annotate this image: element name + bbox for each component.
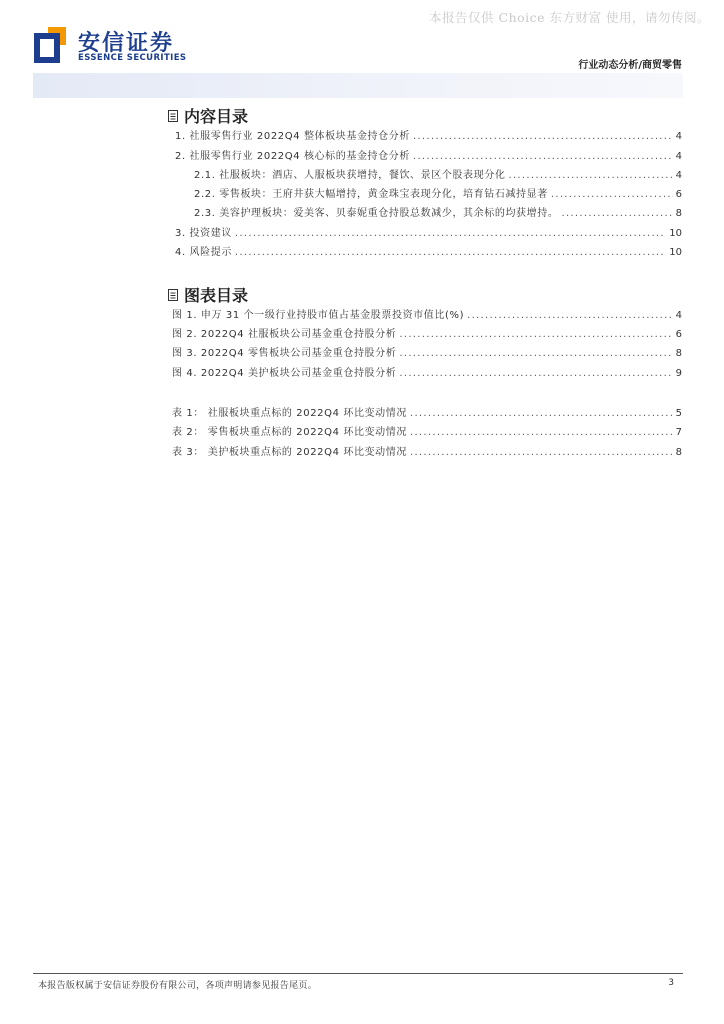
table-item-label: 表 1： 社服板块重点标的 2022Q4 环比变动情况 [172, 408, 407, 419]
toc-item-page: 8 [675, 208, 682, 219]
table-item-page: 7 [675, 427, 682, 438]
logo-name-en: ESSENCE SECURITIES [78, 53, 187, 63]
toc-item-label: 2.2. 零售板块：王府井获大幅增持，黄金珠宝表现分化，培育钻石减持显著 [194, 189, 548, 200]
table-list-item[interactable] [172, 446, 682, 460]
header-band [33, 73, 683, 98]
table-list-item[interactable] [172, 426, 682, 440]
company-logo [34, 27, 214, 67]
toc-item-page: 4 [675, 170, 682, 181]
figure-item-label: 图 4. 2022Q4 美护板块公司基金重仓持股分析 [172, 368, 397, 379]
figure-item-label: 图 2. 2022Q4 社服板块公司基金重仓持股分析 [172, 329, 397, 340]
footer-disclaimer: 本报告版权属于安信证券股份有限公司，各项声明请参见报告尾页。 [38, 981, 318, 991]
figure-item-page: 8 [675, 348, 682, 359]
figure-list-item[interactable] [172, 367, 682, 381]
toc-item-page: 10 [669, 228, 682, 239]
toc-leader [399, 347, 672, 361]
toc-item-label: 2.1. 社服板块：酒店、人服板块获增持，餐饮、景区个股表现分化 [194, 170, 506, 181]
figure-item-label: 图 1. 申万 31 个一级行业持股市值占基金股票投资市值比(%) [172, 310, 465, 321]
figures-title [168, 283, 248, 306]
document-icon [168, 110, 178, 122]
table-list-item[interactable] [172, 407, 682, 421]
toc-item-page: 4 [675, 131, 682, 142]
table-item-label: 表 3： 美护板块重点标的 2022Q4 环比变动情况 [172, 447, 407, 458]
toc-item-page: 10 [669, 247, 682, 258]
essence-logo-icon [34, 27, 66, 63]
toc-item[interactable] [175, 227, 682, 241]
page-number: 3 [668, 978, 674, 988]
toc-leader [508, 169, 672, 183]
toc-item-label: 2.3. 美容护理板块：爱美客、贝泰妮重仓持股总数减少，其余标的均获增持。 [194, 208, 559, 219]
document-icon [168, 289, 178, 301]
toc-leader [235, 246, 666, 260]
toc-leader [561, 207, 672, 221]
toc-leader [410, 407, 673, 421]
toc-item[interactable] [175, 130, 682, 144]
toc-leader [413, 150, 673, 164]
figure-item-page: 4 [675, 310, 682, 321]
toc-leader [399, 328, 672, 342]
toc-leader [413, 130, 673, 144]
toc-item[interactable] [175, 150, 682, 164]
toc-item[interactable] [194, 207, 682, 221]
toc-item-label: 3. 投资建议 [175, 228, 232, 239]
footer-divider [33, 973, 683, 974]
report-category: 行业动态分析/商贸零售 [578, 60, 682, 71]
toc-item-label: 1. 社服零售行业 2022Q4 整体板块基金持仓分析 [175, 131, 410, 142]
figure-item-page: 6 [675, 329, 682, 340]
toc-leader [399, 367, 672, 381]
toc-item[interactable] [194, 188, 682, 202]
toc-item-page: 4 [675, 151, 682, 162]
toc-leader [235, 227, 666, 241]
figure-list-item[interactable] [172, 347, 682, 361]
figure-item-label: 图 3. 2022Q4 零售板块公司基金重仓持股分析 [172, 348, 397, 359]
toc-item[interactable] [194, 169, 682, 183]
toc-leader [551, 188, 673, 202]
contents-title [168, 104, 248, 127]
figure-item-page: 9 [675, 368, 682, 379]
toc-item-label: 2. 社服零售行业 2022Q4 核心标的基金持仓分析 [175, 151, 410, 162]
toc-item-label: 4. 风险提示 [175, 247, 232, 258]
logo-name-cn: 安信证券 [78, 31, 175, 56]
watermark: 本报告仅供 Choice 东方财富 使用，请勿传阅。 [429, 10, 710, 25]
table-item-page: 5 [675, 408, 682, 419]
figure-list-item[interactable] [172, 328, 682, 342]
table-item-label: 表 2： 零售板块重点标的 2022Q4 环比变动情况 [172, 427, 407, 438]
figures-title-text: 图表目录 [184, 286, 249, 305]
table-item-page: 8 [675, 447, 682, 458]
figure-list-item[interactable] [172, 309, 682, 323]
toc-leader [410, 446, 673, 460]
toc-item-page: 6 [675, 189, 682, 200]
toc-item[interactable] [175, 246, 682, 260]
contents-title-text: 内容目录 [184, 107, 249, 126]
toc-leader [410, 426, 673, 440]
toc-leader [467, 309, 673, 323]
